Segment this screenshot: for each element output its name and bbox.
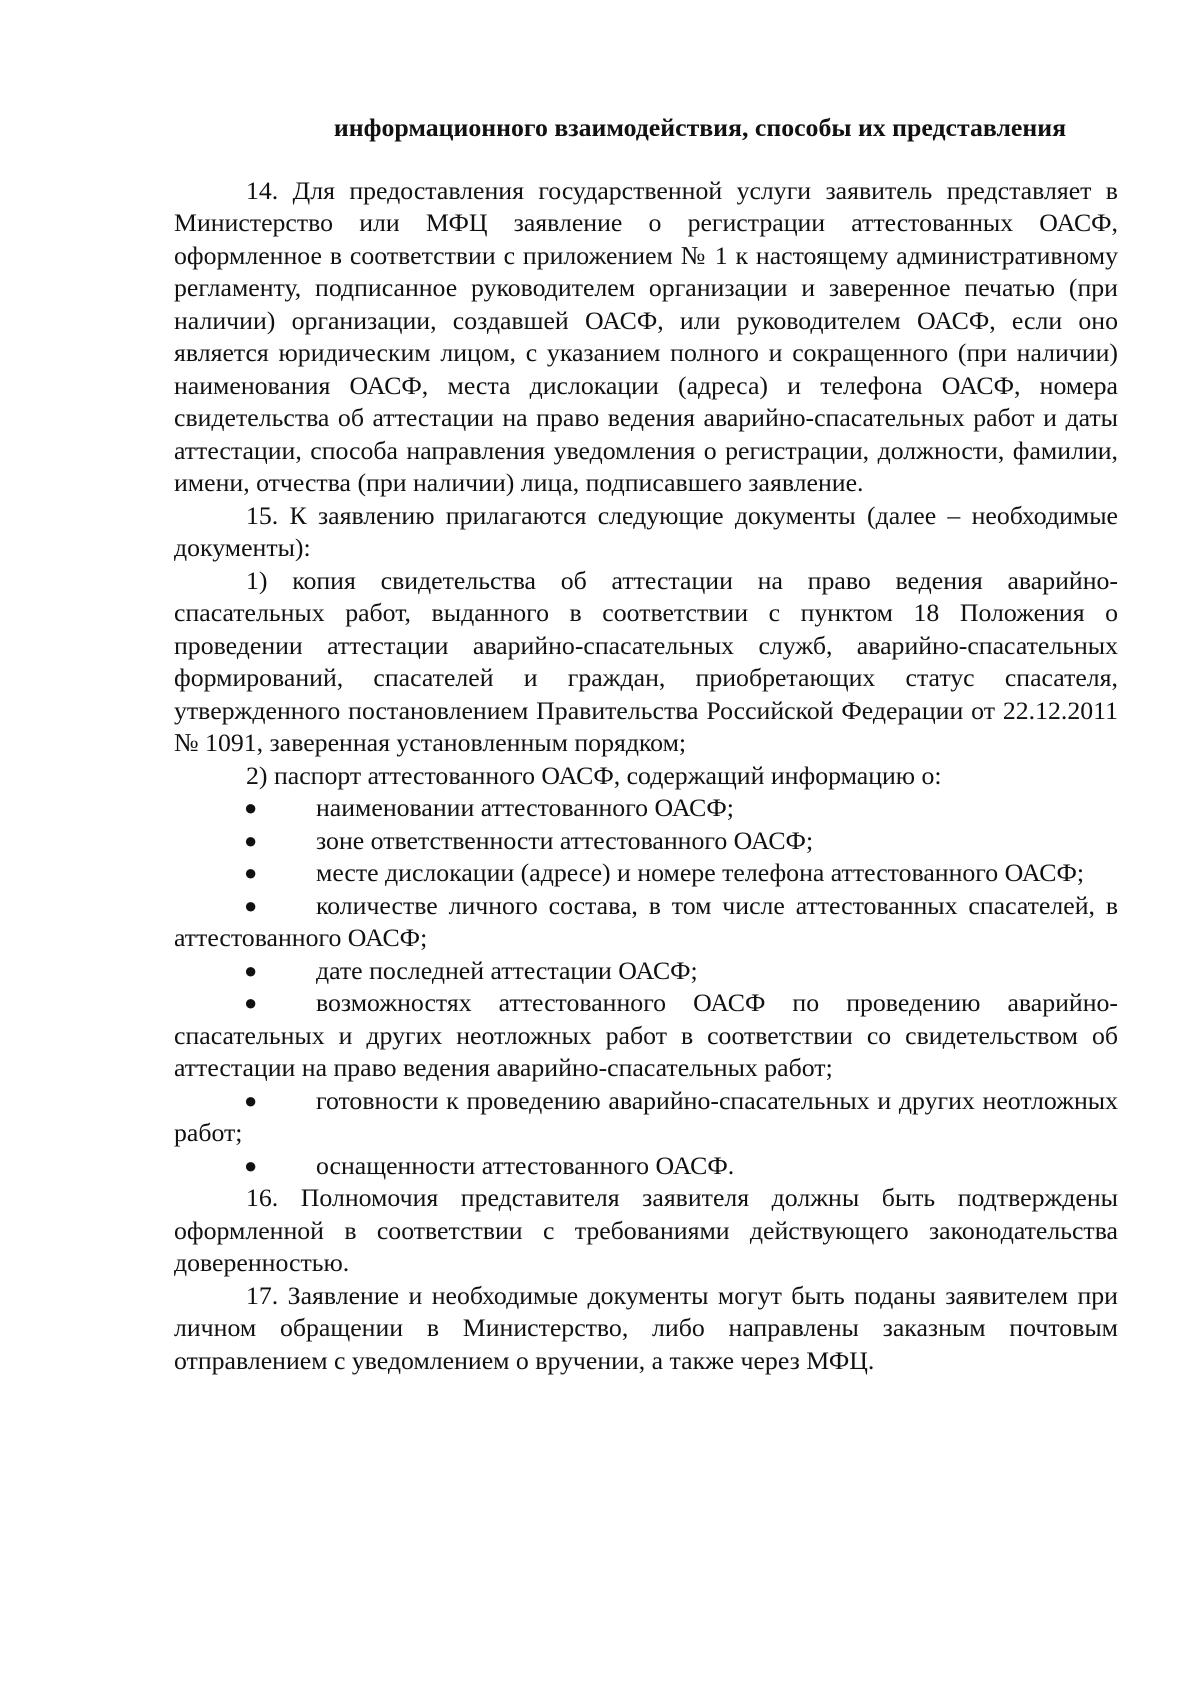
list-item-text: зоне ответственности аттестованного ОАСФ; — [316, 825, 814, 855]
bullet-icon: ● — [244, 1087, 258, 1113]
list-item — [174, 1085, 1118, 1150]
list-item-text: оснащенности аттестованного ОАСФ. — [316, 1150, 735, 1180]
list-item — [174, 890, 1118, 955]
list-item — [174, 987, 1118, 1085]
document-page — [174, 112, 1118, 1377]
list-item — [174, 955, 1118, 988]
list-item-text: месте дислокации (адресе) и номере телефона аттестованного ОАСФ; — [316, 858, 1085, 887]
paragraph-16: 16. Полномочия представителя заявителя должны быть подтверждены оформленной в соответствии с требованиями действующего законодательства доверенностью. — [174, 1183, 1118, 1277]
paragraph-15: 15. К заявлению прилагаются следующие документы (далее – необходимые документы): — [174, 500, 1118, 562]
paragraph-14: 14. Для предоставления государственной услуги заявитель представляет в Министерство или МФЦ заявление о регистрации аттестованных ОАСФ, оформленное в соответствии с приложением № 1 к настоящему административному регламенту, подписанное руководителем организации и заверенное печатью (при наличии) организации, создавшей ОАСФ, или руководителем ОАСФ, если оно является юридическим лицом, с указанием полного и сокращенного (при наличии) наименования ОАСФ, места дислокации (адреса) и телефона ОАСФ, номера свидетельства об аттестации на право ведения аварийно-спасательных работ и даты аттестации, способа направления уведомления о регистрации, должности, фамилии, имени, отчества (при наличии) лица, подписавшего заявление. — [174, 175, 1118, 497]
paragraph-15-item-1: 1) копия свидетельства об аттестации на право ведения аварийно-спасательных работ, выданного в соответствии с пунктом 18 Положения о проведении аттестации аварийно-спасательных служб, аварийно-спасательных формирований, спасателей и граждан, приобретающих статус спасателя, утвержденного постановлением Правительства Российской Федерации от 22.12.2011 № 1091, заверенная установленным порядком; — [174, 565, 1118, 757]
bullet-icon: ● — [244, 957, 258, 983]
list-item — [174, 825, 1118, 858]
paragraph-15-item-2: 2) паспорт аттестованного ОАСФ, содержащий информацию о: — [246, 760, 942, 790]
bullet-icon: ● — [244, 990, 258, 1015]
bullet-icon: ● — [244, 1152, 258, 1178]
section-heading: информационного взаимодействия, способы их представления — [333, 113, 1067, 142]
bullet-icon: ● — [244, 892, 258, 918]
list-item-text: готовности к проведению аварийно-спасательных и других неотложных работ; — [174, 1085, 1118, 1147]
list-item-text: дате последней аттестации ОАСФ; — [316, 955, 698, 985]
bullet-icon: ● — [244, 795, 258, 820]
list-item-text: количестве личного состава, в том числе аттестованных спасателей, в аттестованного ОАСФ; — [174, 890, 1118, 952]
list-item-text: наименовании аттестованного ОАСФ; — [316, 793, 734, 822]
list-item — [174, 792, 1118, 825]
bullet-icon: ● — [244, 860, 258, 885]
bullet-icon: ● — [244, 827, 258, 853]
list-item-text: возможностях аттестованного ОАСФ по проведению аварийно-спасательных и других неотложных работ в соответствии со свидетельством об аттестации на право ведения аварийно-спасательных работ; — [174, 988, 1118, 1082]
list-item — [174, 857, 1118, 890]
list-item — [174, 1150, 1118, 1183]
paragraph-17: 17. Заявление и необходимые документы могут быть поданы заявителем при личном обращении в Министерство, либо направлены заказным почтовым отправлением с уведомлением о вручении, а также через МФЦ. — [174, 1280, 1118, 1375]
